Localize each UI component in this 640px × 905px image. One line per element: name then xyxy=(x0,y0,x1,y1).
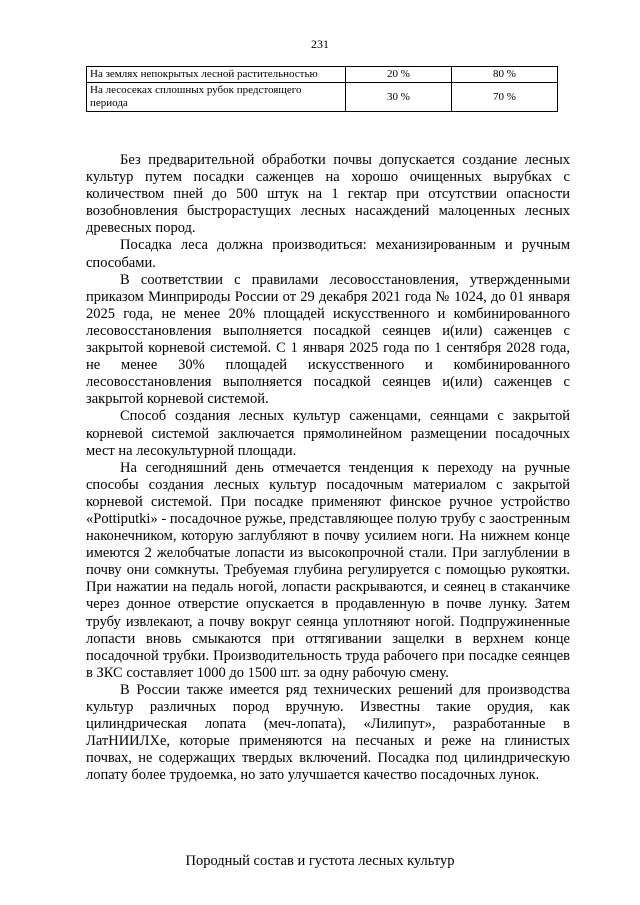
paragraph: Без предварительной обработки почвы допускается создание лесных культур путем посадки саженцев на хорошо очищенных вырубках с количеством пней до 500 штук на 1 гектар при отсутствии опасности возобновления быстрорастущих лесных насаждений малоценных лесных древесных пород. xyxy=(86,152,570,237)
table-cell-category: На землях непокрытых лесной растительностью xyxy=(87,67,346,83)
paragraph: Способ создания лесных культур саженцами, сеянцами с закрытой корневой системой заключается прямолинейном размещении посадочных мест на лесокультурной площади. xyxy=(86,408,570,459)
table-cell-value: 20 % xyxy=(346,67,452,83)
table-cell-value: 80 % xyxy=(452,67,558,83)
paragraph: В России также имеется ряд технических решений для производства культур различных пород вручную. Известны такие орудия, как цилиндрическая лопата (меч-лопата), «Лилипут», разработанные в ЛатНИИЛХе, которые применяются на песчаных и реже на глинистых почвах, не содержащих твердых включений. Посадка под цилиндрическую лопату более трудоемка, но зато улучшается качество посадочных лунок. xyxy=(86,681,570,784)
table-row xyxy=(87,67,558,83)
body-text xyxy=(86,152,570,784)
table-cell-category: На лесосеках сплошных рубок предстоящего периода xyxy=(87,83,346,112)
paragraph: В соответствии с правилами лесовосстановления, утвержденными приказом Минприроды России от 29 декабря 2021 года № 1024, до 01 января 2025 года, не менее 20% площадей искусственного и комбинированного лесовосстановления выполняется посадкой сеянцев и(или) саженцев с закрытой корневой системой. С 1 января 2025 года по 1 сентября 2028 года, не менее 30% площадей искусственного и комбинированного лесовосстановления выполняется посадкой сеянцев и(или) саженцев с закрытой корневой системой. xyxy=(86,271,570,408)
table-cell-value: 30 % xyxy=(346,83,452,112)
section-heading: Породный состав и густота лесных культур xyxy=(185,853,455,869)
page-number: 231 xyxy=(311,37,329,51)
paragraph: Посадка леса должна производиться: механизированным и ручным способами. xyxy=(86,237,570,271)
paragraph: На сегодняшний день отмечается тенденция к переходу на ручные способы создания лесных культур посадочным материалом с закрытой корневой системой. При посадке применяют финское ручное устройство «Pottiputki» - посадочное ружье, представляющее полую трубу с заостренным наконечником, которую заглубляют в почву усилием ноги. На нижнем конце имеются 2 желобчатые лопасти из высокопрочной стали. При заглублении в почву они сомкнуты. Требуемая глубина регулируется с помощью рукоятки. При нажатии на педаль ногой, лопасти раскрываются, и сеянец в стаканчике через донное отверстие опускается в продавленную в почве лунку. Затем трубу извлекают, а почву вокруг сеянца уплотняют ногой. Подпружиненные лопасти вновь смыкаются при оттягивании защелки в верхнем конце посадочной трубки. Производительность труда рабочего при посадке сеянцев в ЗКС составляет 1000 до 1500 шт. за одну рабочую смену. xyxy=(86,459,570,681)
planting-ratio-table xyxy=(86,66,558,112)
table-cell-value: 70 % xyxy=(452,83,558,112)
table-row xyxy=(87,83,558,112)
